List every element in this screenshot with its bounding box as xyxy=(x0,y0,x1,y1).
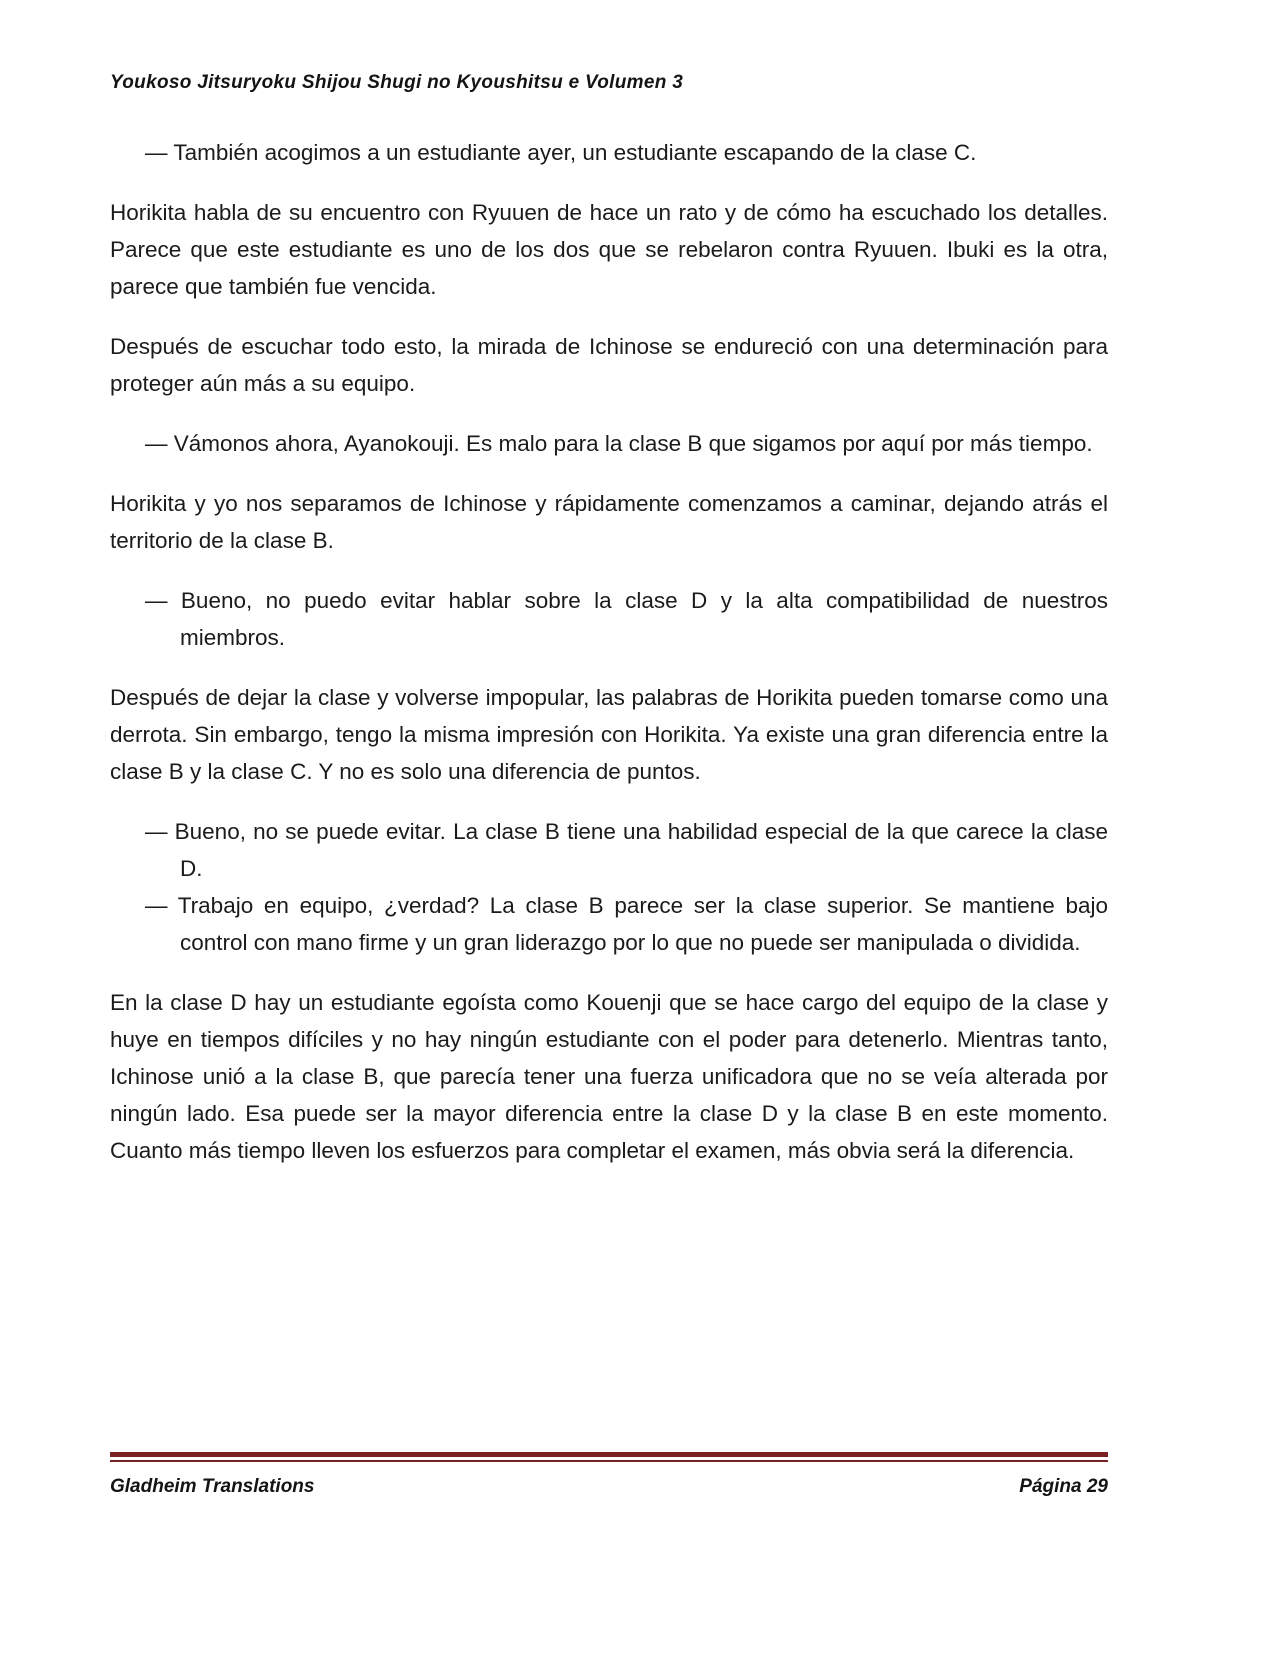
dialogue-paragraph: — Bueno, no puedo evitar hablar sobre la clase D y la alta compatibilidad de nuestros miembros. xyxy=(145,588,1108,650)
body-paragraph: En la clase D hay un estudiante egoísta como Kouenji que se hace cargo del equipo de la clase y huye en tiempos difíciles y no hay ningún estudiante con el poder para detenerlo. Mientras tanto, Ichinose unió a la clase B, que parecía tener una fuerza unificadora que no se veía alterada por ningún lado. Esa puede ser la mayor diferencia entre la clase D y la clase B en este momento. Cuanto más tiempo lleven los esfuerzos para completar el examen, más obvia será la diferencia. xyxy=(110,990,1108,1163)
body-paragraph: Horikita y yo nos separamos de Ichinose y rápidamente comenzamos a caminar, dejando atrás el territorio de la clase B. xyxy=(110,491,1108,553)
body-paragraph: Después de dejar la clase y volverse impopular, las palabras de Horikita pueden tomarse como una derrota. Sin embargo, tengo la misma impresión con Horikita. Ya existe una gran diferencia entre la clase B y la clase C. Y no es solo una diferencia de puntos. xyxy=(110,685,1108,784)
dialogue-paragraph: — Trabajo en equipo, ¿verdad? La clase B parece ser la clase superior. Se mantiene bajo control con mano firme y un gran liderazgo por lo que no puede ser manipulada o dividida. xyxy=(145,893,1108,955)
page-content xyxy=(110,134,1108,1192)
dialogue-paragraph: — Bueno, no se puede evitar. La clase B tiene una habilidad especial de la que carece la clase D. xyxy=(145,819,1108,881)
dialogue-paragraph: — Vámonos ahora, Ayanokouji. Es malo para la clase B que sigamos por aquí por más tiempo. xyxy=(145,431,1093,456)
dialogue-paragraph: — También acogimos a un estudiante ayer, un estudiante escapando de la clase C. xyxy=(145,140,977,165)
body-paragraph: Después de escuchar todo esto, la mirada de Ichinose se endureció con una determinación para proteger aún más a su equipo. xyxy=(110,334,1108,396)
page-header xyxy=(110,72,1108,94)
footer-page-number: Página 29 xyxy=(1019,1476,1108,1497)
footer-rule xyxy=(110,1452,1108,1462)
footer-translator: Gladheim Translations xyxy=(110,1476,315,1497)
page-footer xyxy=(110,1476,1108,1498)
body-paragraph: Horikita habla de su encuentro con Ryuuen de hace un rato y de cómo ha escuchado los detalles. Parece que este estudiante es uno de los dos que se rebelaron contra Ryuuen. Ibuki es la otra, parece que también fue vencida. xyxy=(110,200,1108,299)
running-title: Youkoso Jitsuryoku Shijou Shugi no Kyoushitsu e Volumen 3 xyxy=(110,72,684,93)
